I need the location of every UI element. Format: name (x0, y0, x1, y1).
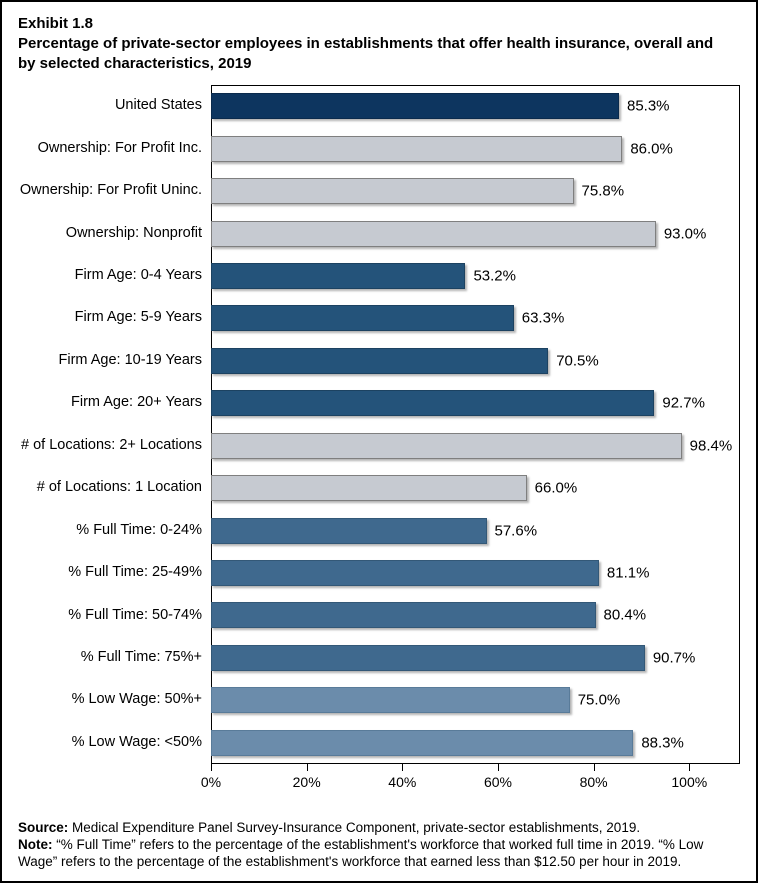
x-axis-tick-label: 100% (671, 774, 708, 790)
chart-rows (2, 85, 740, 764)
chart-row (2, 382, 740, 424)
source-line (18, 819, 744, 836)
x-axis-tick (594, 764, 595, 771)
bar (211, 560, 599, 586)
value-label: 90.7% (652, 649, 696, 667)
bar (211, 602, 596, 628)
bar (211, 136, 622, 162)
x-axis-tick-label: 20% (292, 774, 321, 790)
value-label: 92.7% (662, 394, 705, 412)
value-label: 80.4% (603, 606, 647, 624)
chart-row (2, 722, 740, 764)
bar-track (211, 255, 740, 297)
value-label: 63.3% (521, 309, 565, 327)
bar-track (211, 85, 740, 127)
chart-row (2, 679, 740, 721)
bar (211, 518, 487, 544)
chart-row (2, 212, 740, 254)
category-label: Firm Age: 10-19 Years (58, 351, 202, 368)
category-label: United States (114, 97, 202, 114)
chart-row (2, 255, 740, 297)
value-label: 75.0% (577, 691, 621, 709)
source-label: Source: (18, 820, 69, 835)
bar-track (211, 170, 740, 212)
bar-track (211, 127, 740, 169)
x-axis-tick (211, 764, 212, 771)
exhibit-number: Exhibit 1.8 (18, 15, 94, 32)
note-line (18, 836, 744, 870)
category-label: % Full Time: 0-24% (76, 521, 202, 538)
category-label: Ownership: For Profit Uninc. (19, 182, 202, 199)
value-label: 88.3% (641, 734, 684, 752)
bar-track (211, 425, 740, 467)
bar (211, 730, 633, 756)
chart-row (2, 340, 740, 382)
bar-track (211, 467, 740, 509)
chart-row (2, 552, 740, 594)
value-label: 53.2% (473, 267, 516, 285)
chart-footnotes (18, 819, 744, 870)
bar-track (211, 382, 740, 424)
chart-row (2, 85, 740, 127)
bar-track (211, 637, 740, 679)
bar (211, 475, 527, 501)
bar-chart (2, 85, 756, 810)
value-label: 81.1% (606, 564, 650, 582)
category-label: Ownership: Nonprofit (65, 224, 202, 241)
bar-track (211, 679, 740, 721)
x-axis-tick-label: 60% (483, 774, 512, 790)
bar-track (211, 552, 740, 594)
chart-row (2, 297, 740, 339)
x-axis-tick-label: 0% (200, 774, 222, 790)
bar (211, 263, 465, 289)
category-label: Firm Age: 5-9 Years (74, 309, 202, 326)
category-label: % Full Time: 75%+ (80, 648, 202, 665)
chart-title: Percentage of private-sector employees in establishments that offer health insurance, overall and by selected characteristics, 2019 (18, 35, 714, 72)
x-axis (200, 763, 740, 805)
value-label: 57.6% (494, 522, 538, 540)
category-label: # of Locations: 2+ Locations (21, 436, 202, 453)
value-label: 85.3% (626, 97, 670, 115)
bar (211, 433, 682, 459)
category-label: % Low Wage: <50% (71, 733, 202, 750)
source-text: Medical Expenditure Panel Survey-Insurance Component, private-sector establishments, 2019. (72, 820, 641, 835)
category-label: % Full Time: 50-74% (68, 606, 202, 623)
bar-track (211, 509, 740, 551)
chart-row (2, 509, 740, 551)
chart-row (2, 170, 740, 212)
value-label: 70.5% (556, 352, 599, 370)
bar (211, 348, 548, 374)
bar (211, 93, 619, 119)
bar-track (211, 722, 740, 764)
chart-row (2, 127, 740, 169)
bar (211, 645, 645, 671)
x-axis-tick (498, 764, 499, 771)
bar (211, 221, 656, 247)
x-axis-tick (307, 764, 308, 771)
bar (211, 390, 654, 416)
x-axis-tick-label: 40% (388, 774, 417, 790)
bar-track (211, 340, 740, 382)
value-label: 75.8% (581, 182, 625, 200)
chart-row (2, 594, 740, 636)
note-label: Note: (18, 837, 53, 852)
value-label: 66.0% (534, 479, 578, 497)
value-label: 86.0% (630, 140, 673, 158)
category-label: % Low Wage: 50%+ (71, 691, 202, 708)
category-label: Ownership: For Profit Inc. (37, 139, 202, 156)
chart-row (2, 425, 740, 467)
category-label: % Full Time: 25-49% (68, 564, 202, 581)
bar-track (211, 297, 740, 339)
bar (211, 178, 574, 204)
x-axis-tick (402, 764, 403, 771)
category-label: Firm Age: 20+ Years (71, 394, 202, 411)
note-text: “% Full Time” refers to the percentage of the establishment's workforce that worked full time in 2019. “% Low Wage” refers to the percentage of the establishment's workforce that earned less than $12.50 per hour in 2019. (18, 837, 704, 869)
bar (211, 687, 570, 713)
category-label: # of Locations: 1 Location (36, 479, 202, 496)
bar-track (211, 212, 740, 254)
chart-row (2, 467, 740, 509)
value-label: 98.4% (689, 437, 733, 455)
bar (211, 305, 514, 331)
bar-track (211, 594, 740, 636)
category-label: Firm Age: 0-4 Years (74, 267, 202, 283)
chart-title-block (18, 14, 732, 74)
x-axis-tick (689, 764, 690, 771)
x-axis-tick-label: 80% (579, 774, 608, 790)
chart-row (2, 637, 740, 679)
value-label: 93.0% (663, 225, 707, 243)
